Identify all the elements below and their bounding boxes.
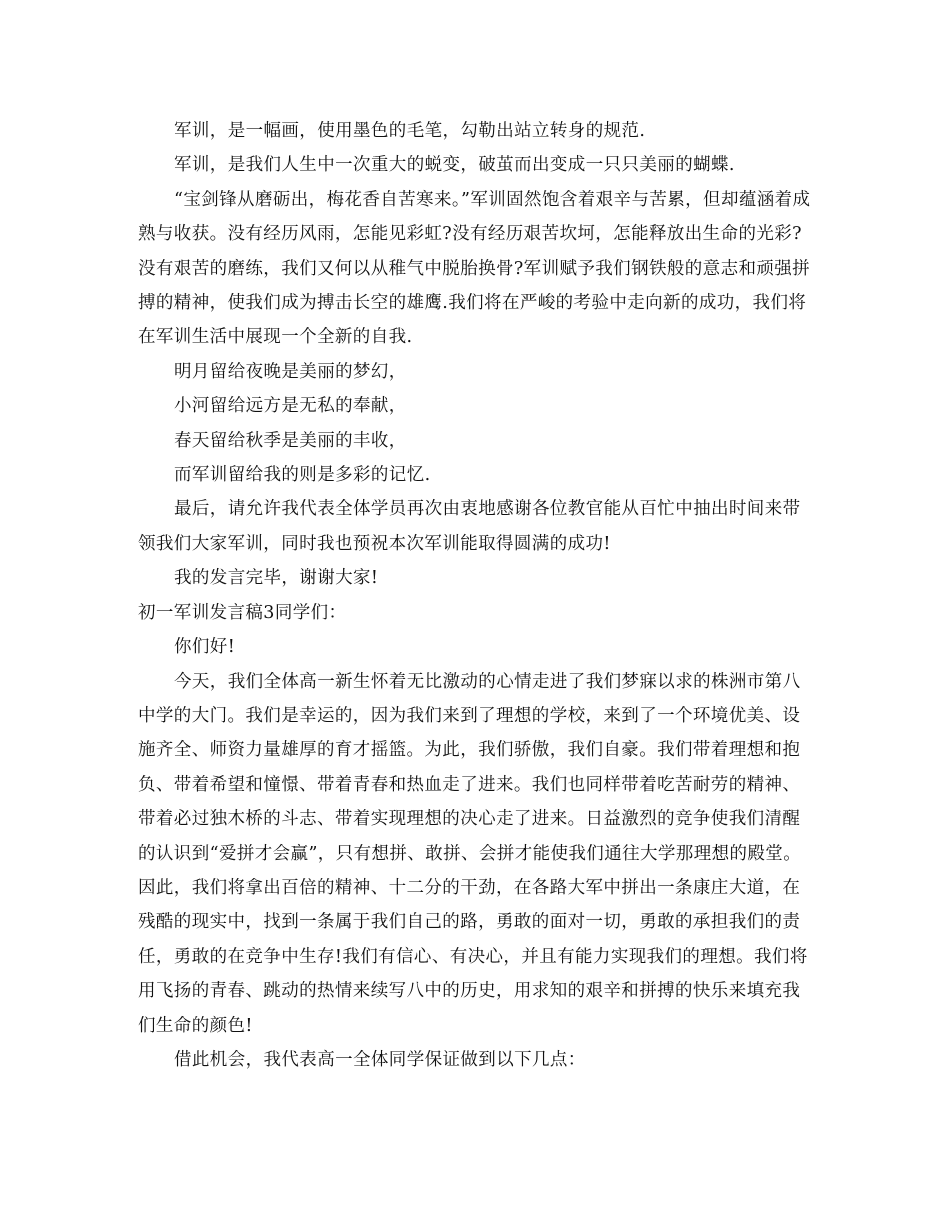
poem-line: 春天留给秋季是美丽的丰收， [174,430,407,451]
paragraph: 借此机会，我代表高一全体同学保证做到以下几点： [174,1049,586,1070]
greeting: 你们好! [174,637,236,658]
paragraph: 军训，是我们人生中一次重大的蜕变，破茧而出变成一只只美丽的蝴蝶. [174,155,735,176]
paragraph: 我的发言完毕，谢谢大家! [174,568,379,589]
paragraph: “宝剑锋从磨砺出，梅花香自苦寒来。”军训固然饱含着艰辛与苦累，但却蕴涵着成熟与收获。没有经历风雨，怎能见彩虹?没有经历艰苦坎坷，怎能释放出生命的光彩?没有艰苦的磨练，我们又何以从稚气中脱胎换骨?军训赋予我们钢铁般的意志和顽强拼搏的精神，使我们成为搏击长空的雄鹰.我们将在严峻的考验中走向新的成功，我们将在军训生活中展现一个全新的自我. [138,189,811,348]
poem-line: 而军训留给我的则是多彩的记忆. [174,465,431,486]
paragraph: 最后，请允许我代表全体学员再次由衷地感谢各位教官能从百忙中抽出时间来带领我们大家军训，同时我也预祝本次军训能取得圆满的成功! [138,499,801,554]
poem-line: 明月留给夜晚是美丽的梦幻， [174,361,407,382]
document-body [138,114,814,1077]
paragraph: 今天，我们全体高一新生怀着无比激动的心情走进了我们梦寐以求的株洲市第八中学的大门。我们是幸运的，因为我们来到了理想的学校，来到了一个环境优美、设施齐全、师资力量雄厚的育才摇篮。为此，我们骄傲，我们自豪。我们带着理想和抱负、带着希望和憧憬、带着青春和热血走了进来。我们也同样带着吃苦耐劳的精神、带着必过独木桥的斗志、带着实现理想的决心走了进来。日益激烈的竞争使我们清醒的认识到“爱拼才会赢”，只有想拼、敢拼、会拼才能使我们通往大学那理想的殿堂。因此，我们将拿出百倍的精神、十二分的干劲，在各路大军中拼出一条康庄大道，在残酷的现实中，找到一条属于我们自己的路，勇敢的面对一切，勇敢的承担我们的责任，勇敢的在竞争中生存!我们有信心、有决心，并且有能力实现我们的理想。我们将用飞扬的青春、跳动的热情来续写八中的历史，用求知的艰辛和拼搏的快乐来填充我们生命的颜色! [138,671,808,1036]
poem-line: 小河留给远方是无私的奉献， [174,396,407,417]
paragraph: 军训，是一幅画，使用墨色的毛笔，勾勒出站立转身的规范. [174,121,646,141]
section-heading: 初一军训发言稿3同学们： [138,602,347,623]
